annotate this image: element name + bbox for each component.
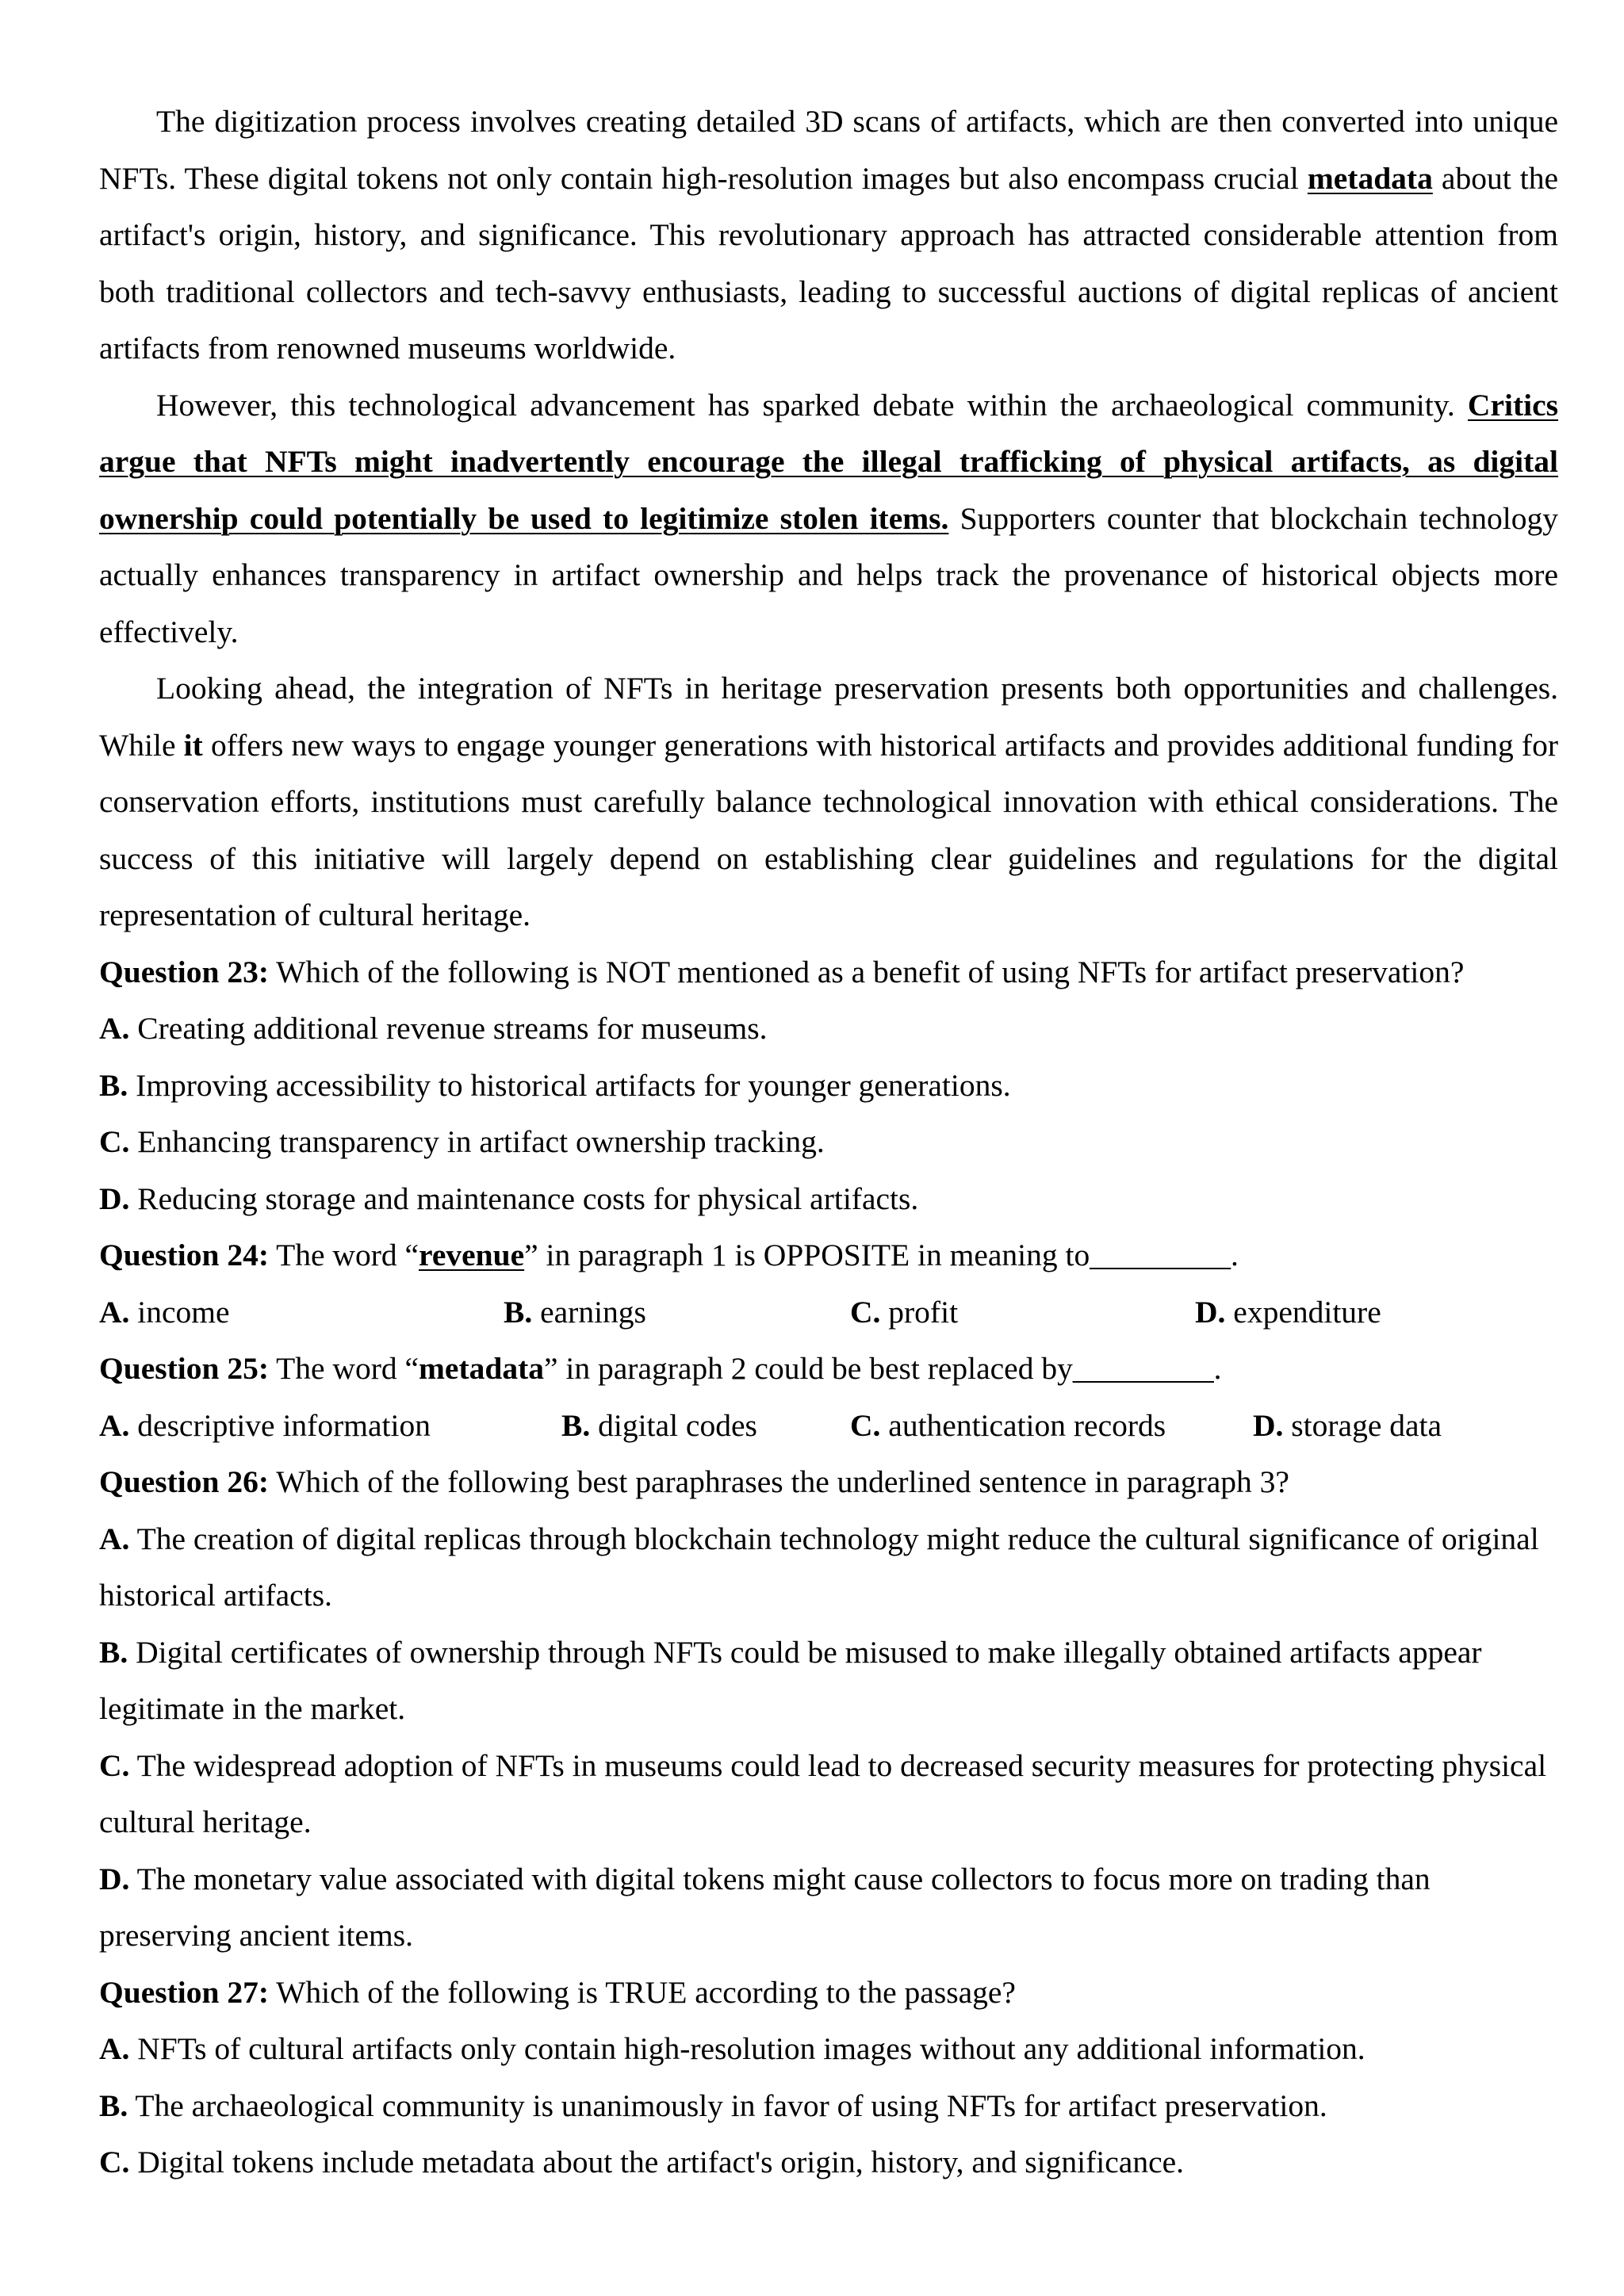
question-23-stem — [99, 944, 1558, 1001]
passage-paragraph-1 — [99, 94, 1558, 377]
document-page — [99, 94, 1558, 2191]
option-letter: D. — [99, 1181, 130, 1216]
question-25-text-end: ” in paragraph 2 could be best replaced by_________. — [544, 1351, 1222, 1386]
option-text: Improving accessibility to historical artifacts for younger generations. — [128, 1067, 1011, 1103]
option-text: profit — [880, 1294, 959, 1330]
question-27-option-b[interactable] — [99, 2078, 1558, 2135]
question-25-text-start: The word “ — [268, 1351, 419, 1386]
option-text: authentication records — [880, 1407, 1166, 1443]
question-24-label: Question 24: — [99, 1238, 269, 1272]
option-letter: B. — [504, 1294, 533, 1330]
option-letter: B. — [561, 1407, 591, 1443]
option-text: descriptive information — [129, 1407, 431, 1443]
question-24-option-d[interactable] — [1195, 1284, 1381, 1341]
option-letter: C. — [99, 2145, 130, 2179]
question-23-option-d[interactable] — [99, 1171, 1558, 1228]
question-24-option-c[interactable] — [850, 1284, 1195, 1341]
paragraph-3-text-start: Looking ahead, the integration of NFTs in heritage preservation presents both opportunities and challenges. While — [99, 671, 1558, 763]
paragraph-2-text-end: Supporters counter that blockchain technology actually enhances transparency in artifact ownership and helps track the provenance of historical objects more effectively. — [99, 500, 1558, 649]
question-23-option-a[interactable] — [99, 1001, 1558, 1058]
option-text: Creating additional revenue streams for museums. — [129, 1011, 768, 1046]
highlighted-word-metadata: metadata — [1307, 160, 1433, 196]
option-text: The widespread adoption of NFTs in museums could lead to decreased security measures for protecting physical cultural heritage. — [99, 1747, 1547, 1839]
question-24-keyword: revenue — [419, 1238, 525, 1272]
option-letter: A. — [99, 1521, 130, 1556]
question-25-option-c[interactable] — [850, 1398, 1253, 1455]
option-letter: A. — [99, 1407, 130, 1443]
question-25-stem — [99, 1341, 1558, 1398]
question-26-option-c[interactable] — [99, 1738, 1558, 1851]
passage-paragraph-3 — [99, 660, 1558, 944]
option-letter: B. — [99, 1634, 128, 1670]
question-25-options — [99, 1398, 1558, 1455]
option-text: expenditure — [1225, 1294, 1381, 1330]
question-26-text: Which of the following best paraphrases the underlined sentence in paragraph 3? — [268, 1464, 1289, 1499]
option-text: Digital certificates of ownership through NFTs could be misused to make illegally obtained artifacts appear legitimate in the market. — [99, 1634, 1482, 1726]
question-27-option-c[interactable] — [99, 2134, 1558, 2191]
question-24-option-a[interactable] — [99, 1284, 504, 1341]
question-26-option-b[interactable] — [99, 1624, 1558, 1738]
question-25-keyword: metadata — [419, 1351, 544, 1386]
option-text: earnings — [532, 1294, 646, 1330]
question-27-label: Question 27: — [99, 1974, 269, 2010]
underlined-sentence: Critics argue that NFTs might inadvertently encourage the illegal trafficking of physical artifacts, as digital ownership could potentially be used to legitimize stolen items. — [99, 387, 1558, 536]
option-text: income — [129, 1294, 230, 1330]
option-letter: C. — [850, 1407, 881, 1443]
option-text: digital codes — [590, 1407, 757, 1443]
question-27-stem — [99, 1965, 1558, 2022]
option-letter: A. — [99, 1011, 130, 1046]
option-letter: C. — [850, 1294, 881, 1330]
option-text: Reducing storage and maintenance costs for physical artifacts. — [129, 1181, 919, 1216]
question-24-text-start: The word “ — [268, 1238, 419, 1272]
passage-paragraph-2 — [99, 377, 1558, 661]
option-letter: B. — [99, 1067, 128, 1103]
question-25-label: Question 25: — [99, 1351, 269, 1386]
option-text: Enhancing transparency in artifact ownership tracking. — [129, 1124, 825, 1159]
question-27-option-a[interactable] — [99, 2021, 1558, 2078]
option-letter: B. — [99, 2087, 128, 2123]
paragraph-1-text-end: about the artifact's origin, history, and significance. This revolutionary approach has attracted considerable attention from both traditional collectors and tech-savvy enthusiasts, leading to successful auctions of digital replicas of ancient artifacts from renowned museums worldwide. — [99, 160, 1558, 365]
option-letter: C. — [99, 1124, 130, 1159]
question-26-option-a[interactable] — [99, 1511, 1558, 1624]
question-23-option-c[interactable] — [99, 1114, 1558, 1171]
question-24-option-b[interactable] — [504, 1284, 850, 1341]
option-letter: D. — [99, 1861, 130, 1896]
option-letter: D. — [1253, 1407, 1284, 1443]
paragraph-2-text-start: However, this technological advancement has sparked debate within the archaeological community. — [156, 387, 1468, 423]
paragraph-3-text-end: offers new ways to engage younger generations with historical artifacts and provides additional funding for conservation efforts, institutions must carefully balance technological innovation with ethical considerations. The success of this initiative will largely depend on establishing clear guidelines and regulations for the digital representation of cultural heritage. — [99, 727, 1558, 932]
question-23-label: Question 23: — [99, 954, 269, 989]
option-text: The monetary value associated with digital tokens might cause collectors to focus more on trading than preserving ancient items. — [99, 1861, 1431, 1953]
question-24-options — [99, 1284, 1558, 1341]
question-24-text-end: ” in paragraph 1 is OPPOSITE in meaning to_________. — [524, 1238, 1239, 1272]
option-text: The creation of digital replicas through blockchain technology might reduce the cultural significance of original historical artifacts. — [99, 1521, 1539, 1613]
option-letter: D. — [1195, 1294, 1226, 1330]
question-23-option-b[interactable] — [99, 1058, 1558, 1115]
option-text: Digital tokens include metadata about the artifact's origin, history, and significance. — [129, 2145, 1185, 2179]
question-27-text: Which of the following is TRUE according to the passage? — [268, 1974, 1016, 2010]
option-text: The archaeological community is unanimously in favor of using NFTs for artifact preservation. — [128, 2087, 1327, 2123]
option-text: NFTs of cultural artifacts only contain high-resolution images without any additional information. — [129, 2031, 1365, 2066]
question-26-stem — [99, 1454, 1558, 1511]
paragraph-1-text-start: The digitization process involves creating detailed 3D scans of artifacts, which are then converted into unique NFTs. These digital tokens not only contain high-resolution images but also encompass crucial — [99, 104, 1558, 196]
highlighted-word-it: it — [183, 727, 203, 763]
question-24-stem — [99, 1227, 1558, 1284]
question-26-option-d[interactable] — [99, 1851, 1558, 1965]
option-letter: A. — [99, 2031, 130, 2066]
question-25-option-b[interactable] — [561, 1398, 850, 1455]
question-25-option-d[interactable] — [1253, 1398, 1442, 1455]
option-letter: A. — [99, 1294, 130, 1330]
question-25-option-a[interactable] — [99, 1398, 561, 1455]
question-26-label: Question 26: — [99, 1464, 269, 1499]
question-23-text: Which of the following is NOT mentioned as a benefit of using NFTs for artifact preservation? — [268, 954, 1465, 989]
option-letter: C. — [99, 1747, 130, 1783]
option-text: storage data — [1283, 1407, 1442, 1443]
